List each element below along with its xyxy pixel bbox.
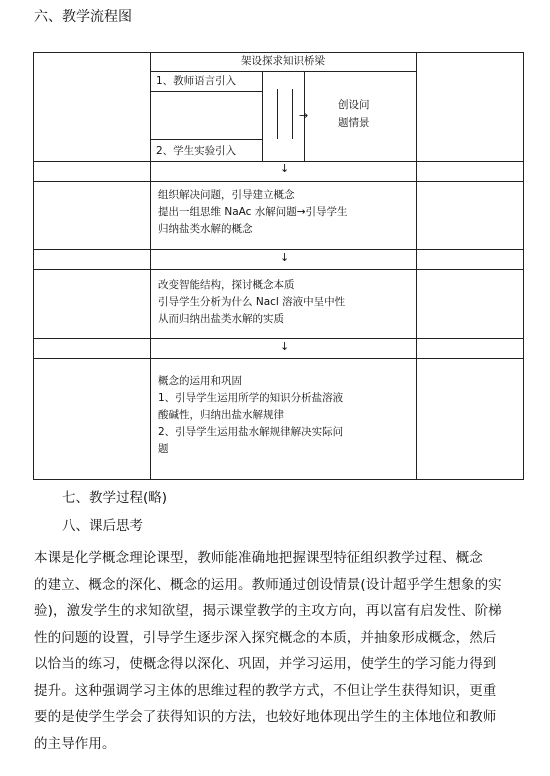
intro-student-experiment: 2、学生实验引入: [156, 145, 237, 157]
paragraph-line: 验)，激发学生的求知欲望，揭示课堂教学的主攻方向，再以富有启发性、阶梯: [34, 603, 502, 619]
paragraph-line: 性的问题的设置，引导学生逐步深入探究概念的本质，并抽象形成概念，然后: [34, 629, 497, 646]
teaching-flowchart: [33, 52, 524, 480]
box4-line: 酸碱性，归纳出盐水解规律: [158, 409, 284, 421]
paragraph-line: 的主导作用。: [34, 735, 116, 752]
flow-divider: [150, 139, 262, 140]
section-heading-reflection: 八、课后思考: [62, 518, 143, 534]
paragraph-line: 本课是化学概念理论课型，教师能准确地把握课型特征组织教学过程、概念: [34, 550, 483, 566]
intro-teacher-language: 1、教师语言引入: [156, 75, 237, 87]
arrow-down: ↓: [280, 340, 290, 353]
box4-line: 2、引导学生运用盐水解规律解决实际问: [158, 426, 344, 438]
arrow-down: ↓: [280, 251, 290, 264]
arrow-right: →: [299, 109, 309, 122]
flow-top-title: 架设探求知识桥梁: [241, 55, 325, 67]
flow-divider: [34, 249, 523, 250]
box2-line: 组织解决问题，引导建立概念: [158, 189, 295, 201]
reflection-paragraph: [34, 545, 524, 757]
flow-divider: [34, 269, 523, 270]
arrow-down: ↓: [280, 162, 290, 175]
paragraph-line: 的建立、概念的深化、概念的运用。教师通过创设情景(设计超乎学生想象的实: [34, 576, 502, 593]
flow-divider: [34, 338, 523, 339]
flow-column-line-left: [150, 53, 151, 479]
section-heading-process: 七、教学过程(略): [62, 490, 168, 506]
situation-label-line1: 创设问: [338, 99, 370, 111]
flow-inner-line: [262, 71, 263, 161]
situation-label-line2: 题情景: [338, 117, 370, 129]
flow-divider: [34, 161, 523, 162]
flow-column-line-right: [416, 53, 417, 479]
flow-divider: [34, 358, 523, 359]
box4-line: 1、引导学生运用所学的知识分析盐溶液: [158, 392, 344, 404]
box4-line: 概念的运用和巩固: [158, 375, 242, 387]
box3-line: 改变智能结构，探讨概念本质: [158, 279, 295, 291]
flow-divider: [150, 91, 262, 92]
box4-line: 题: [158, 443, 169, 455]
box2-line: 提出一组思维 NaAc 水解问题→引导学生: [158, 206, 348, 218]
paragraph-line: 提升。这种强调学习主体的思维过程的教学方式，不但让学生获得知识，更重: [34, 682, 497, 699]
flow-divider: [34, 181, 523, 182]
box3-line: 引导学生分析为什么 Nacl 溶液中呈中性: [158, 296, 346, 308]
bracket-connector: [277, 89, 293, 139]
box2-line: 归纳盐类水解的概念: [158, 223, 253, 235]
flow-divider: [150, 71, 416, 72]
section-heading-flowchart: 六、教学流程图: [34, 9, 132, 25]
paragraph-line: 以恰当的练习，使概念得以深化、巩固，并学习运用，使学生的学习能力得到: [34, 656, 497, 672]
box3-line: 从而归纳出盐类水解的实质: [158, 313, 284, 325]
paragraph-line: 要的是使学生学会了获得知识的方法，也较好地体现出学生的主体地位和教师: [34, 709, 497, 725]
